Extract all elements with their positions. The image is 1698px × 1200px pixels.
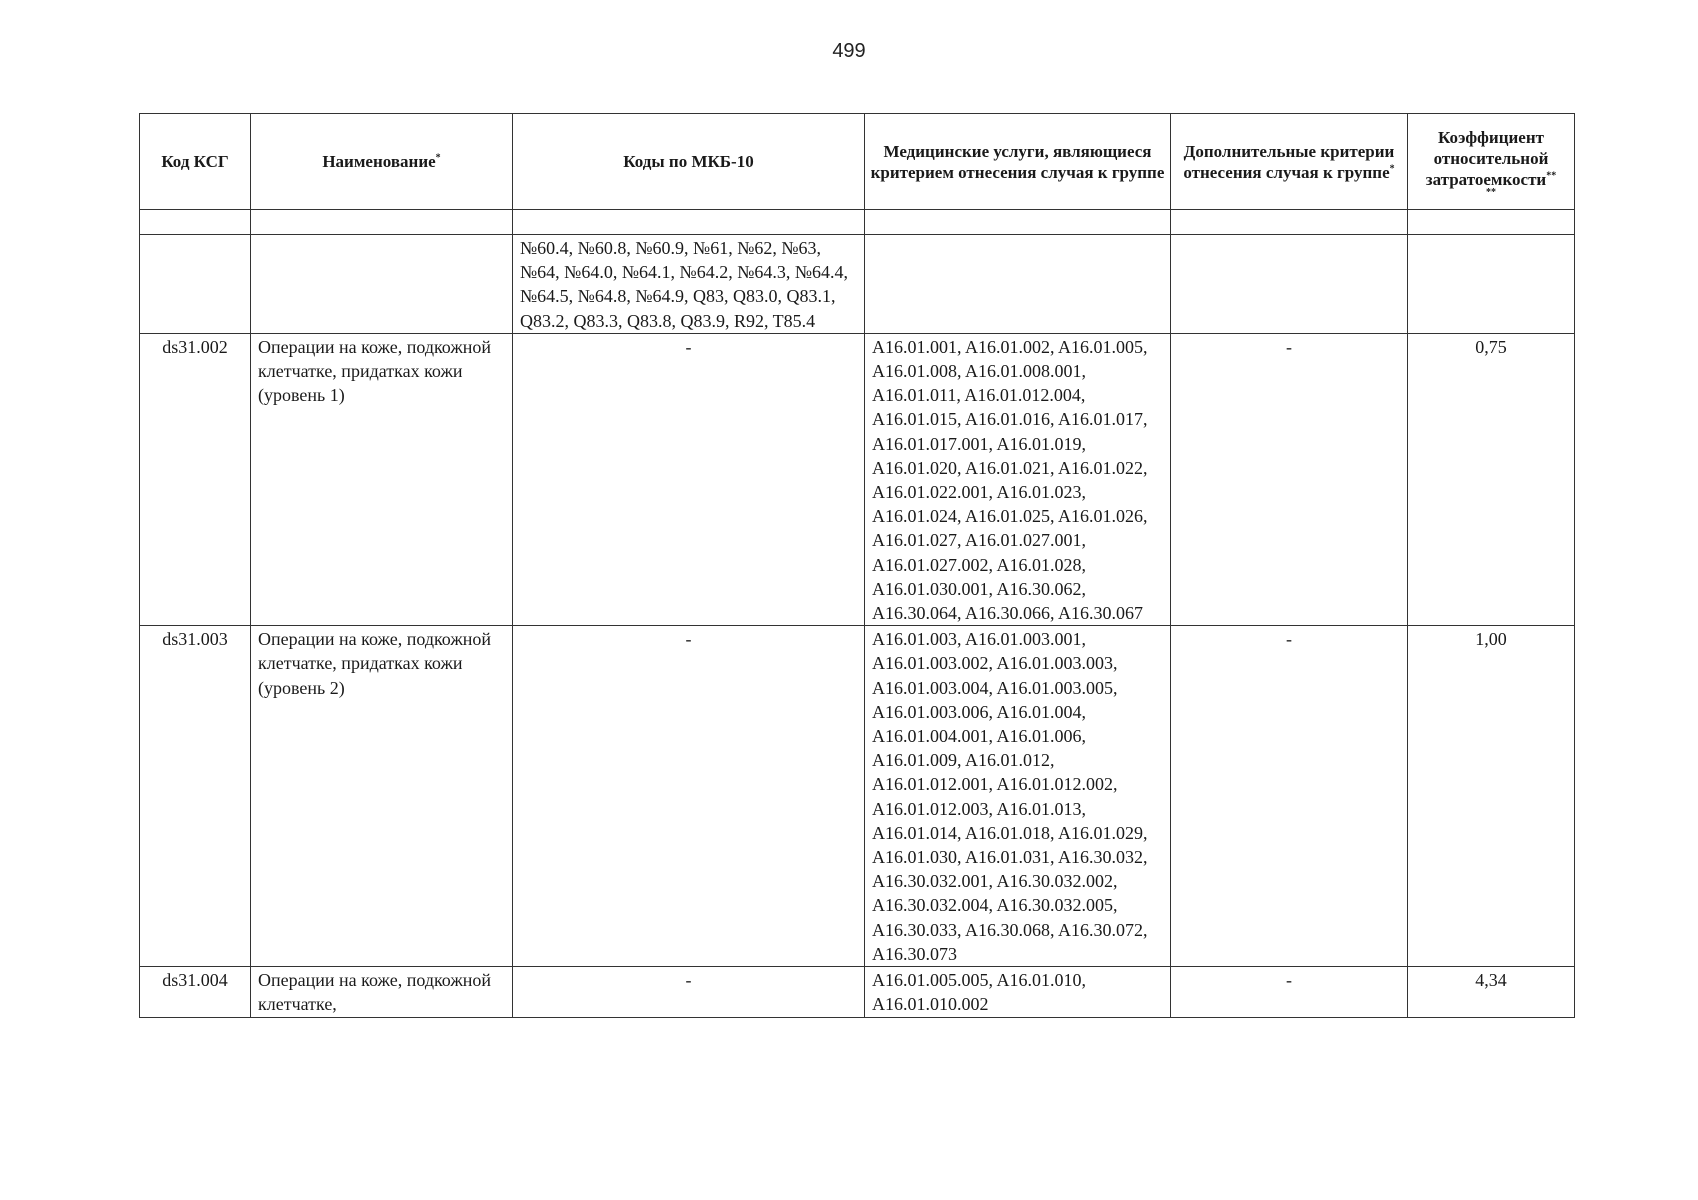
header-medical-services: Медицинские услуги, являющиеся критерием отнесения случая к группе (865, 114, 1171, 210)
footnote-mark: * (435, 152, 441, 164)
page-number: 499 (832, 40, 866, 62)
ksg-code-cell: ds31.004 (140, 967, 251, 1017)
header-code: Код КСГ (140, 114, 251, 210)
ksg-table (139, 113, 1575, 1018)
header-name: Наименование* (251, 114, 513, 210)
header-row (140, 114, 1575, 210)
medical-services-cell (865, 235, 1171, 334)
table-row (140, 626, 1575, 967)
additional-criteria-cell: - (1171, 626, 1408, 967)
additional-criteria-cell: - (1171, 967, 1408, 1017)
ksg-name-cell: Операции на коже, подкожной клетчатке, (251, 967, 513, 1017)
ksg-code-cell (140, 235, 251, 334)
table-row (140, 967, 1575, 1017)
ksg-code-cell: ds31.003 (140, 626, 251, 967)
cost-coefficient-cell: 4,34 (1408, 967, 1575, 1017)
spacer-row (140, 210, 1575, 235)
medical-services-cell: A16.01.001, A16.01.002, A16.01.005, A16.01.008, A16.01.008.001, A16.01.011, A16.01.012.004, A16.01.015, A16.01.016, A16.01.017, A16.01.017.001, A16.01.019, A16.01.020, A16.01.021, A16.01.022, A16.01.022.001, A16.01.023, A16.01.024, A16.01.025, A16.01.026, A16.01.027, A16.01.027.001, A16.01.027.002, A16.01.028, A16.01.030.001, A16.30.062, A16.30.064, A16.30.066, A16.30.067 (865, 333, 1171, 625)
cost-coefficient-cell (1408, 235, 1575, 334)
footnote-mark: * (1389, 162, 1395, 174)
header-mkb-codes: Коды по МКБ-10 (513, 114, 865, 210)
mkb-codes-cell: - (513, 626, 865, 967)
mkb-codes-cell: №60.4, №60.8, №60.9, №61, №62, №63, №64, №64.0, №64.1, №64.2, №64.3, №64.4, №64.5, №64.8, №64.9, Q83, Q83.0, Q83.1, Q83.2, Q83.3, Q83.8, Q83.9, R92, T85.4 (513, 235, 865, 334)
additional-criteria-cell (1171, 235, 1408, 334)
header-additional-criteria: Дополнительные критерии отнесения случая к группе* (1171, 114, 1408, 210)
ksg-name-cell (251, 235, 513, 334)
footnote-mark: ** (1486, 187, 1496, 198)
mkb-codes-cell: - (513, 333, 865, 625)
ksg-code-cell: ds31.002 (140, 333, 251, 625)
ksg-name-cell: Операции на коже, подкожной клетчатке, придатках кожи (уровень 2) (251, 626, 513, 967)
table-row (140, 333, 1575, 625)
cost-coefficient-cell: 0,75 (1408, 333, 1575, 625)
header-cost-coefficient: Коэффициент относительной затратоемкости** ** (1408, 114, 1575, 210)
cost-coefficient-cell: 1,00 (1408, 626, 1575, 967)
medical-services-cell: A16.01.003, A16.01.003.001, A16.01.003.002, A16.01.003.003, A16.01.003.004, A16.01.003.005, A16.01.003.006, A16.01.004, A16.01.004.001, A16.01.006, A16.01.009, A16.01.012, A16.01.012.001, A16.01.012.002, A16.01.012.003, A16.01.013, A16.01.014, A16.01.018, A16.01.029, A16.01.030, A16.01.031, A16.30.032, A16.30.032.001, A16.30.032.002, A16.30.032.004, A16.30.032.005, A16.30.033, A16.30.068, A16.30.072, A16.30.073 (865, 626, 1171, 967)
medical-services-cell: A16.01.005.005, A16.01.010, A16.01.010.002 (865, 967, 1171, 1017)
ksg-name-cell: Операции на коже, подкожной клетчатке, придатках кожи (уровень 1) (251, 333, 513, 625)
mkb-codes-cell: - (513, 967, 865, 1017)
table-row (140, 235, 1575, 334)
additional-criteria-cell: - (1171, 333, 1408, 625)
footnote-mark: ** (1546, 170, 1557, 182)
